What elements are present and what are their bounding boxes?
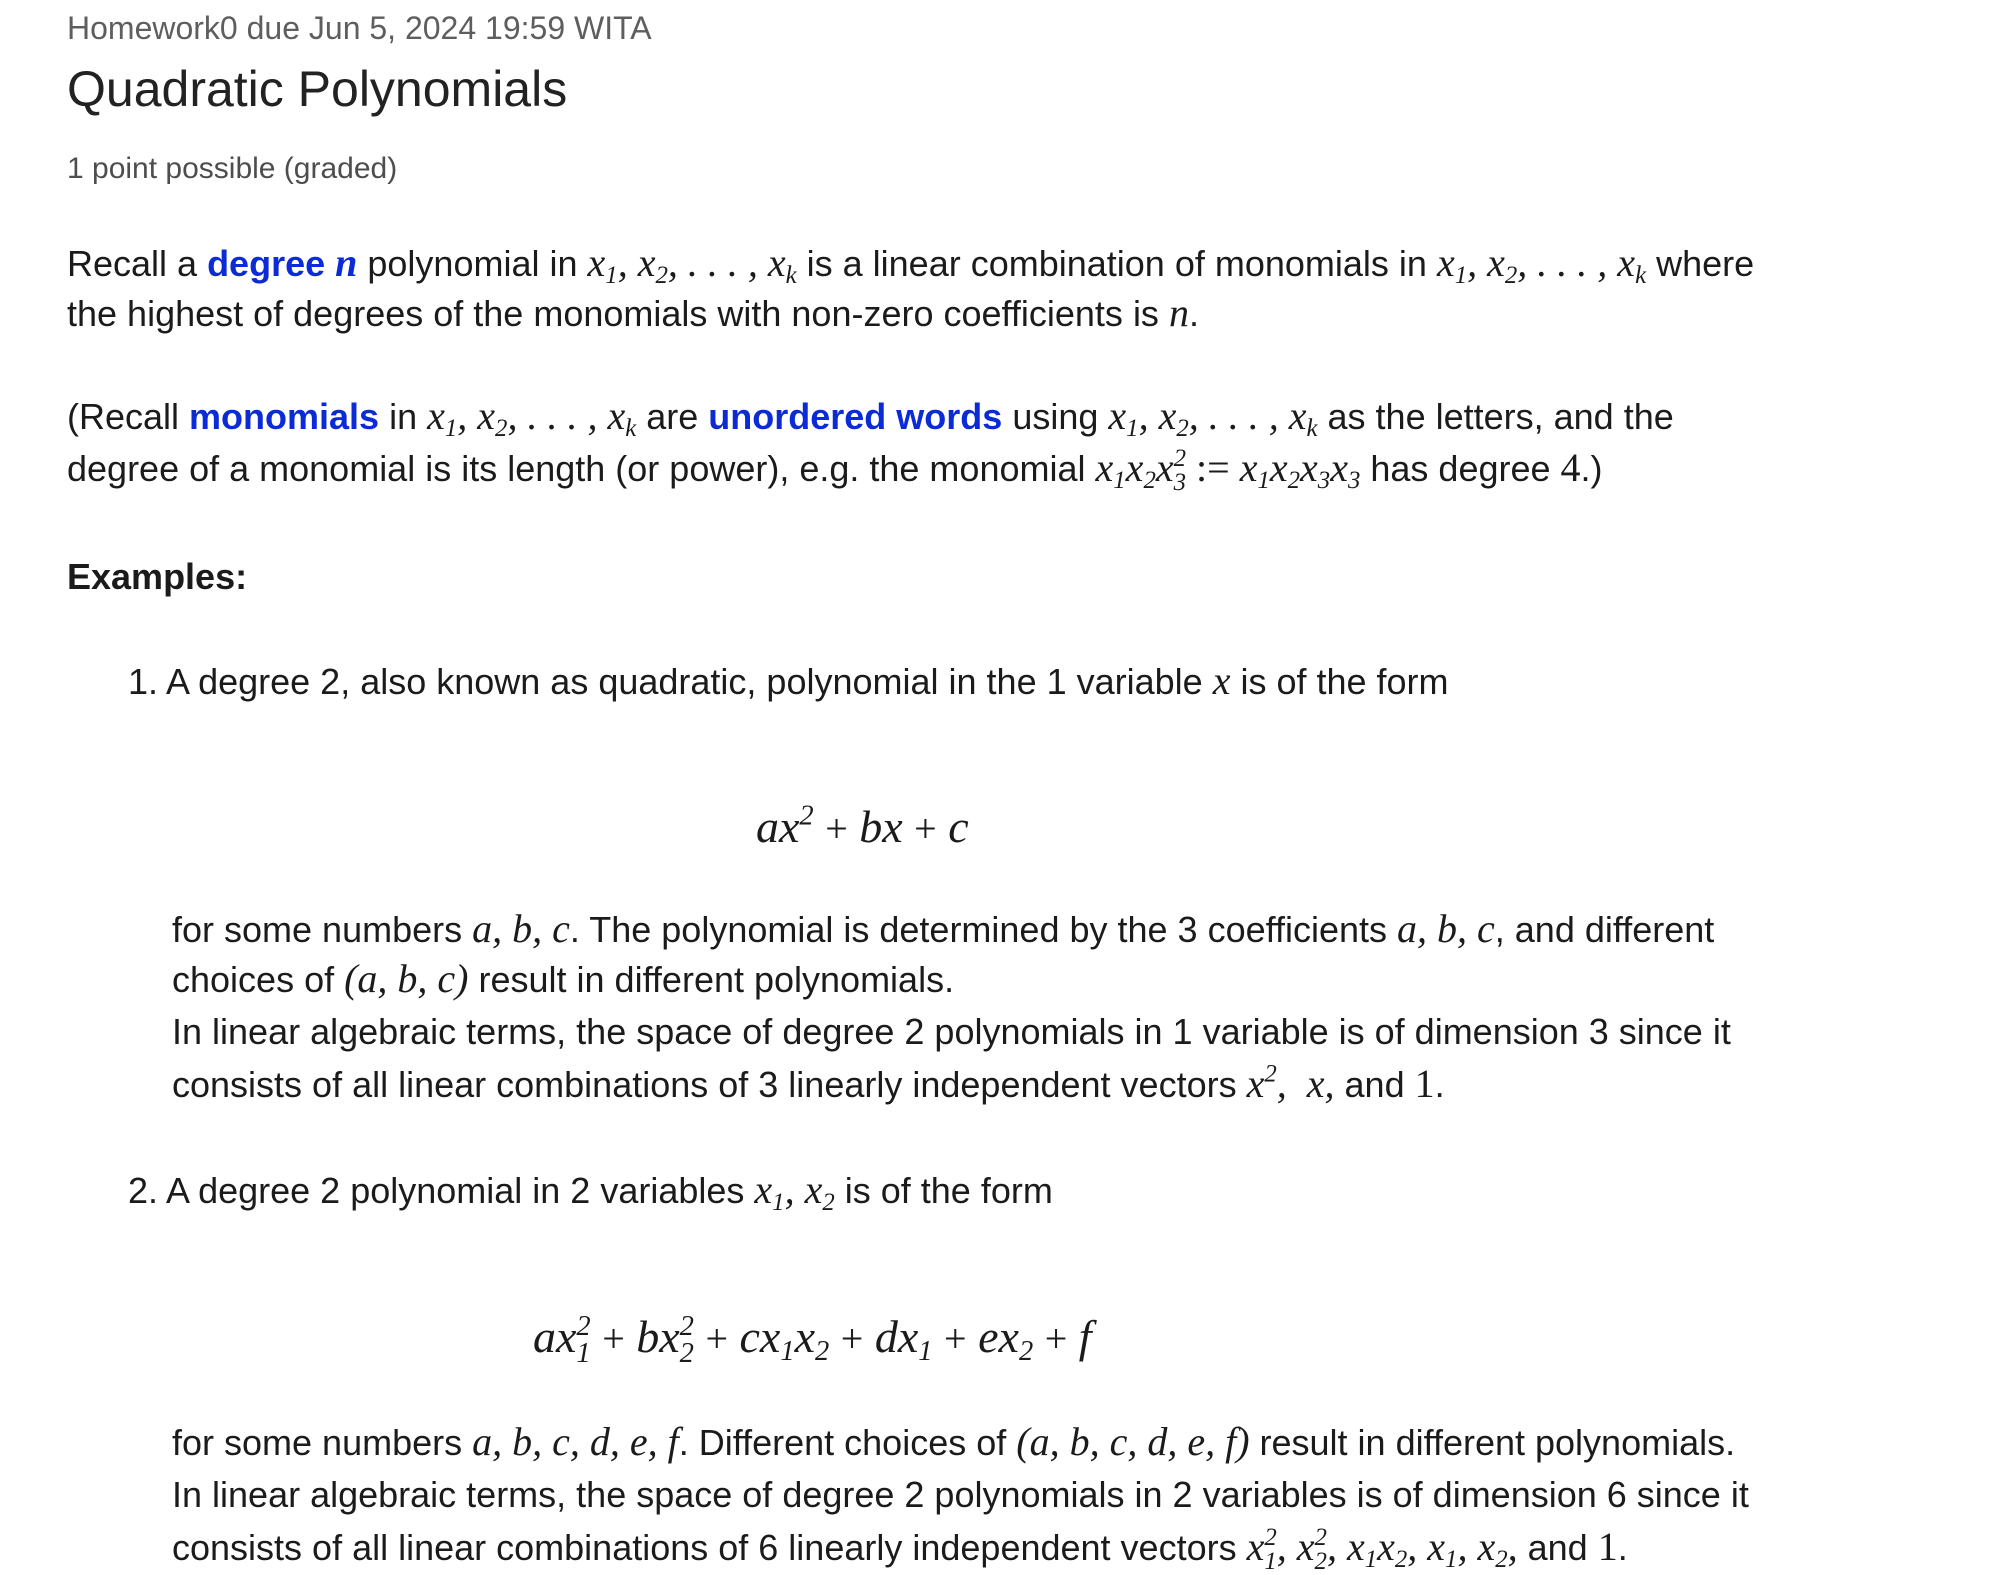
example-2-intro: 2. A degree 2 polynomial in 2 variables $x_1$, $x_2$ is of the form (128, 1167, 1053, 1216)
problem-title: Quadratic Polynomials (67, 61, 568, 117)
due-date-meta: Homework0 due Jun 5, 2024 19:59 WITA (67, 10, 652, 46)
intro-paragraph-line1: Recall a degree n polynomial in $x_1$, $x_2$, . . . , $x_k$ is a linear combination of monomials in $x_1$, $x_2$, . . . , $x_k$ where (67, 240, 1755, 289)
list-number: 1. (128, 661, 159, 702)
points-possible: 1 point possible (graded) (67, 152, 398, 185)
variables-math: $x_1$, $x_2$, . . . , $x_k$ (587, 240, 797, 289)
monomials-link[interactable]: monomials (189, 396, 380, 437)
monomial-example-math: $x_1x_2x$ 2 3 := $x_1x_2x_3x_3$ (1095, 445, 1361, 496)
example-1-intro: 1. A degree 2, also known as quadratic, polynomial in the 1 variable x is of the form (128, 658, 1449, 703)
example-2-line3: consists of all linear combinations of 6 linearly independent vectors x 2 1 , x 2 2 , $x_1x_2$, $x_1$, $x_2$, and 1. (172, 1524, 1628, 1575)
list-number: 2. (128, 1170, 159, 1211)
intro-paragraph-line2: the highest of degrees of the monomials with non-zero coefficients is n. (67, 290, 1199, 335)
example-2-formula: ax 2 1 + bx 2 2 + $cx_1x_2 + dx_1 + ex_2 + f$ (533, 1310, 1092, 1369)
variables-math: $x_1$, $x_2$, . . . , $x_k$ (427, 393, 637, 442)
degree-link[interactable]: degree n (207, 240, 358, 285)
recall-paragraph-line2: degree of a monomial is its length (or power), e.g. the monomial $x_1x_2x$ 2 3 := $x_1x_2x_3x_3$ has degree 4.) (67, 445, 1603, 496)
example-1-line1: for some numbers a, b, c. The polynomial is determined by the 3 coefficients a, b, c, and different (172, 906, 1715, 951)
example-1-line2: choices of (a, b, c) result in different polynomials. (172, 956, 955, 1001)
unordered-words-link[interactable]: unordered words (708, 396, 1003, 437)
example-1-line3: In linear algebraic terms, the space of degree 2 polynomials in 1 variable is of dimension 3 since it (172, 1011, 1731, 1052)
examples-heading: Examples: (67, 556, 248, 597)
example-1-formula: $ax^2$ + bx + c (756, 800, 969, 852)
example-2-line2: In linear algebraic terms, the space of degree 2 polynomials in 2 variables is of dimension 6 since it (172, 1474, 1749, 1515)
example-2-line1: for some numbers a, b, c, d, e, f. Different choices of (a, b, c, d, e, f) result in different polynomials. (172, 1419, 1736, 1464)
recall-paragraph-line1: (Recall monomials in $x_1$, $x_2$, . . . , $x_k$ are unordered words using $x_1$, $x_2$, . . . , $x_k$ as the letters, and the (67, 393, 1674, 442)
example-1-line4: consists of all linear combinations of 3 linearly independent vectors $x^2$, x, and 1. (172, 1060, 1445, 1106)
variables-math: $x_1$, $x_2$, . . . , $x_k$ (1436, 240, 1647, 289)
variables-math: $x_1$, $x_2$, . . . , $x_k$ (1108, 393, 1318, 442)
